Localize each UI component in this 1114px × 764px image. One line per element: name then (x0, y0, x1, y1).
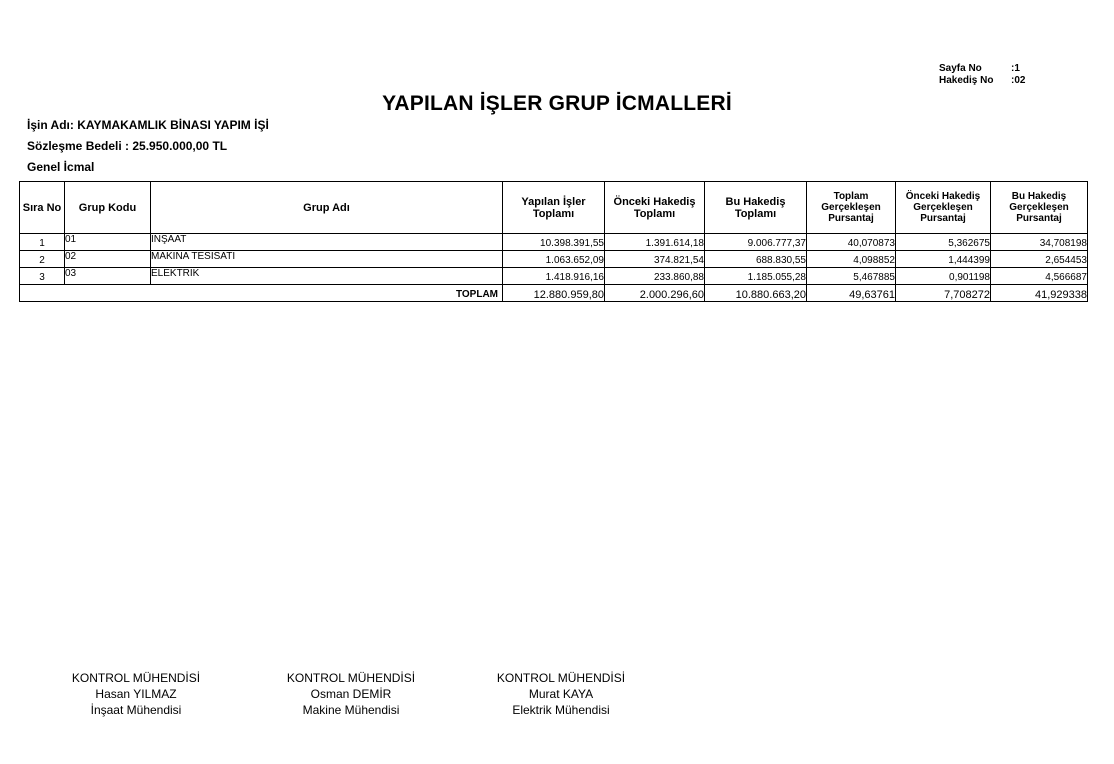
cell-ad: ELEKTRIK (151, 268, 503, 285)
hakedis-number-value: :02 (1011, 75, 1026, 86)
cell-onceki-pursantaj: 5,362675 (896, 234, 991, 251)
table-header-row (20, 182, 1088, 234)
header-toplam-pursantaj: Toplam Gerçekleşen Pursantaj (807, 182, 896, 234)
header-grup-kodu: Grup Kodu (65, 182, 151, 234)
total-label: TOPLAM (20, 285, 503, 302)
table-row (20, 234, 1088, 251)
page-number-row (939, 63, 1025, 75)
cell-bu-pursantaj: 2,654453 (991, 251, 1088, 268)
signature-role: KONTROL MÜHENDİSİ (286, 671, 416, 685)
total-onceki-pursantaj: 7,708272 (896, 285, 991, 302)
header-bu: Bu Hakediş Toplamı (705, 182, 807, 234)
section-label: Genel İcmal (27, 160, 95, 174)
total-toplam-pursantaj: 49,63761 (807, 285, 896, 302)
total-row (20, 285, 1088, 302)
project-name: İşin Adı: KAYMAKAMLIK BİNASI YAPIM İŞİ (27, 118, 269, 132)
page-title: YAPILAN İŞLER GRUP İCMALLERİ (382, 92, 732, 115)
cell-onceki-pursantaj: 0,901198 (896, 268, 991, 285)
cell-kod: 02 (65, 251, 151, 268)
cell-kod: 03 (65, 268, 151, 285)
header-yapilan: Yapılan İşler Toplamı (503, 182, 605, 234)
cell-bu-pursantaj: 34,708198 (991, 234, 1088, 251)
header-bu-pursantaj: Bu Hakediş Gerçekleşen Pursantaj (991, 182, 1088, 234)
signature-role: KONTROL MÜHENDİSİ (71, 671, 201, 685)
cell-yapilan: 1.418.916,16 (503, 268, 605, 285)
table-row (20, 251, 1088, 268)
cell-sira: 3 (20, 268, 65, 285)
header-grup-adi: Grup Adı (151, 182, 503, 234)
cell-onceki: 374.821,54 (605, 251, 705, 268)
signature-name: Hasan YILMAZ (95, 687, 177, 701)
contract-amount: Sözleşme Bedeli : 25.950.000,00 TL (27, 139, 228, 153)
signature-block-3 (461, 670, 661, 718)
cell-onceki: 1.391.614,18 (605, 234, 705, 251)
header-onceki: Önceki Hakediş Toplamı (605, 182, 705, 234)
signature-name: Murat KAYA (528, 687, 594, 701)
signature-block-2 (251, 670, 451, 718)
cell-ad: INŞAAT (151, 234, 503, 251)
total-yapilan: 12.880.959,80 (503, 285, 605, 302)
cell-bu: 688.830,55 (705, 251, 807, 268)
cell-sira: 1 (20, 234, 65, 251)
signature-title: İnşaat Mühendisi (90, 703, 182, 717)
cell-bu-pursantaj: 4,566687 (991, 268, 1088, 285)
cell-sira: 2 (20, 251, 65, 268)
hakedis-number-label: Hakediş No (939, 75, 994, 86)
table-row (20, 268, 1088, 285)
cell-bu: 9.006.777,37 (705, 234, 807, 251)
page-number-value: :1 (1011, 63, 1020, 74)
signature-name: Osman DEMİR (310, 687, 392, 701)
cell-yapilan: 10.398.391,55 (503, 234, 605, 251)
cell-toplam-pursantaj: 4,098852 (807, 251, 896, 268)
cell-kod: 01 (65, 234, 151, 251)
cell-onceki: 233.860,88 (605, 268, 705, 285)
signature-title: Makine Mühendisi (302, 703, 400, 717)
hakedis-number-row (939, 75, 1025, 87)
header-onceki-pursantaj: Önceki Hakediş Gerçekleşen Pursantaj (896, 182, 991, 234)
signature-block-1 (36, 670, 236, 718)
cell-ad: MAKINA TESISATI (151, 251, 503, 268)
cell-yapilan: 1.063.652,09 (503, 251, 605, 268)
cell-toplam-pursantaj: 5,467885 (807, 268, 896, 285)
signature-title: Elektrik Mühendisi (512, 703, 610, 717)
page-meta (939, 63, 1025, 87)
total-bu-pursantaj: 41,929338 (991, 285, 1088, 302)
cell-bu: 1.185.055,28 (705, 268, 807, 285)
header-sira: Sıra No (20, 182, 65, 234)
signature-role: KONTROL MÜHENDİSİ (496, 671, 626, 685)
total-onceki: 2.000.296,60 (605, 285, 705, 302)
summary-table (19, 181, 1088, 302)
total-bu: 10.880.663,20 (705, 285, 807, 302)
cell-onceki-pursantaj: 1,444399 (896, 251, 991, 268)
cell-toplam-pursantaj: 40,070873 (807, 234, 896, 251)
page-number-label: Sayfa No (939, 63, 982, 74)
